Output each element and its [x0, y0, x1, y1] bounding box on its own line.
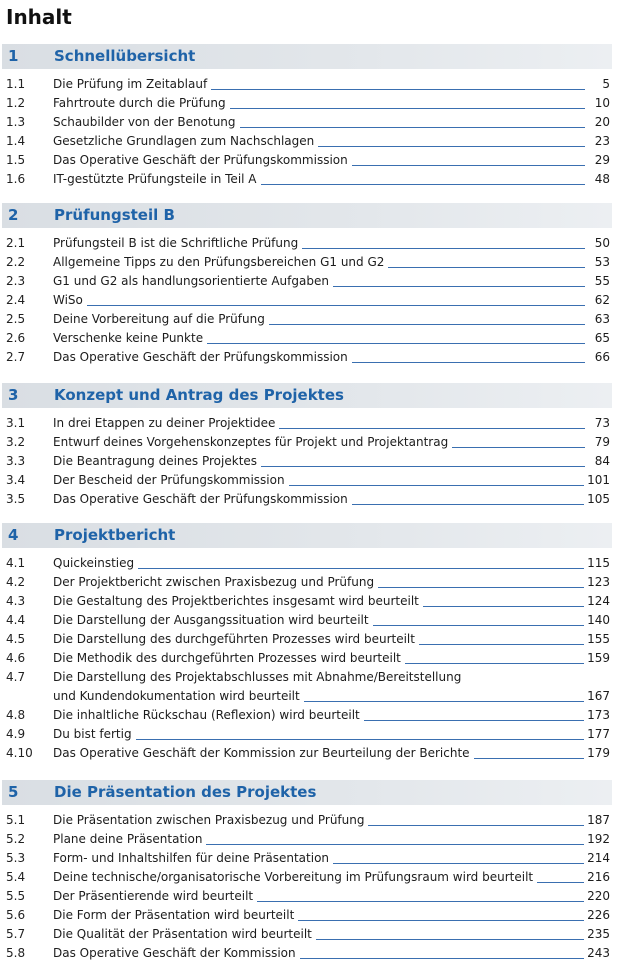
chapter-number: 1: [8, 47, 19, 65]
entry-body: [53, 170, 612, 189]
entry-page-number: 48: [594, 172, 610, 186]
toc-entry[interactable]: [0, 868, 612, 887]
entry-number: 4.9: [6, 727, 26, 741]
entry-page-number: 235: [587, 927, 610, 941]
entry-body: [53, 887, 612, 906]
toc-entry[interactable]: [0, 744, 612, 763]
leader-line: [537, 882, 584, 883]
chapter-number: 2: [8, 206, 19, 224]
entry-page-number: 29: [594, 153, 610, 167]
entry-body: [53, 830, 612, 849]
toc-entry[interactable]: [0, 414, 612, 433]
entry-body: [53, 414, 612, 433]
toc-entry[interactable]: [0, 329, 612, 348]
entry-number: 4.7: [6, 670, 26, 684]
toc-entry[interactable]: [0, 94, 612, 113]
toc-entry[interactable]: [0, 811, 612, 830]
leader-line: [279, 428, 585, 429]
entry-page-number: 66: [594, 350, 610, 364]
entry-number: 3.5: [6, 492, 26, 506]
entry-page-number: 5: [602, 77, 610, 91]
leader-line: [378, 587, 584, 588]
toc-entry[interactable]: [0, 253, 612, 272]
entry-title: Die Methodik des durchgeführten Prozesses wird beurteilt: [53, 651, 401, 665]
chapter-1: [0, 44, 612, 189]
entry-body: [53, 668, 612, 706]
entry-body: [53, 94, 612, 113]
entry-number: 1.2: [6, 96, 26, 110]
entry-page-number: 243: [587, 946, 610, 960]
entry-page-number: 20: [594, 115, 610, 129]
entry-page-number: 115: [587, 556, 610, 570]
entry-title: Die Prüfung im Zeitablauf: [53, 77, 208, 91]
toc-entry[interactable]: [0, 706, 612, 725]
entry-body: [53, 592, 612, 611]
entry-number: 5.4: [6, 870, 26, 884]
chapter-header: [2, 383, 612, 408]
entry-title: Prüfungsteil B ist die Schriftliche Prüfung: [53, 236, 299, 250]
toc-entry[interactable]: [0, 573, 612, 592]
entry-page-number: 10: [594, 96, 610, 110]
leader-line: [138, 568, 584, 569]
leader-line: [352, 504, 584, 505]
leader-line: [207, 343, 585, 344]
leader-line: [289, 485, 585, 486]
entry-body: [53, 452, 612, 471]
chapter-title: Prüfungsteil B: [54, 206, 175, 224]
toc-entry[interactable]: [0, 348, 612, 367]
entry-title: IT-gestützte Prüfungsteile in Teil A: [53, 172, 257, 186]
entry-title: Die Qualität der Präsentation wird beurteilt: [53, 927, 312, 941]
chapter-number: 4: [8, 526, 19, 544]
leader-line: [368, 825, 584, 826]
chapter-header: [2, 44, 612, 69]
entry-body: [53, 433, 612, 452]
leader-line: [261, 466, 585, 467]
entry-body: [53, 113, 612, 132]
entry-number: 2.7: [6, 350, 26, 364]
leader-line: [423, 606, 584, 607]
entry-body: [53, 151, 612, 170]
entry-page-number: 101: [587, 473, 610, 487]
entry-title: Deine Vorbereitung auf die Prüfung: [53, 312, 265, 326]
entry-title: Das Operative Geschäft der Kommission zur Beurteilung der Berichte: [53, 746, 470, 760]
entry-body: [53, 630, 612, 649]
leader-line: [298, 920, 584, 921]
toc-entry[interactable]: [0, 611, 612, 630]
entry-title: Das Operative Geschäft der Prüfungskommission: [53, 153, 348, 167]
entry-body: [53, 906, 612, 925]
toc-entry[interactable]: [0, 925, 612, 944]
entry-body: [53, 744, 612, 763]
entry-page-number: 159: [587, 651, 610, 665]
entry-title: Verschenke keine Punkte: [53, 331, 204, 345]
entry-number: 2.3: [6, 274, 26, 288]
entry-body: [53, 611, 612, 630]
entry-title-continued: und Kundendokumentation wird beurteilt: [53, 689, 300, 703]
entry-number: 2.5: [6, 312, 26, 326]
chapter-title: Die Präsentation des Projektes: [54, 783, 317, 801]
entry-title: Quickeinstieg: [53, 556, 135, 570]
entry-title: Das Operative Geschäft der Kommission: [53, 946, 296, 960]
page-title: Inhalt: [6, 5, 72, 29]
entry-body: [53, 706, 612, 725]
entry-title: Der Präsentierende wird beurteilt: [53, 889, 254, 903]
entry-page-number: 179: [587, 746, 610, 760]
entry-body: [53, 849, 612, 868]
entry-page-number: 53: [594, 255, 610, 269]
toc-entry[interactable]: [0, 668, 612, 706]
entry-title: Die Darstellung des Projektabschlusses mit Abnahme/Bereitstellung: [53, 670, 462, 684]
chapter-4: [0, 523, 612, 763]
toc-entry[interactable]: [0, 554, 612, 573]
leader-line: [240, 127, 585, 128]
toc-entry[interactable]: [0, 433, 612, 452]
entry-body: [53, 490, 612, 509]
entry-title: Der Projektbericht zwischen Praxisbezug und Prüfung: [53, 575, 375, 589]
entry-number: 1.1: [6, 77, 26, 91]
entry-page-number: 65: [594, 331, 610, 345]
chapter-entries: [0, 811, 612, 963]
entry-number: 2.6: [6, 331, 26, 345]
chapter-header: [2, 780, 612, 805]
entry-title: Die Präsentation zwischen Praxisbezug und Prüfung: [53, 813, 365, 827]
entry-number: 3.3: [6, 454, 26, 468]
entry-page-number: 220: [587, 889, 610, 903]
toc-entry[interactable]: [0, 452, 612, 471]
entry-number: 4.3: [6, 594, 26, 608]
leader-line: [474, 758, 585, 759]
entry-page-number: 84: [594, 454, 610, 468]
entry-body: [53, 471, 612, 490]
entry-body: [53, 291, 612, 310]
chapter-5: [0, 780, 612, 963]
entry-second-line: [53, 687, 612, 706]
entry-title: Form- und Inhaltshilfen für deine Präsentation: [53, 851, 330, 865]
entry-number: 2.4: [6, 293, 26, 307]
leader-line: [300, 958, 584, 959]
toc-entry[interactable]: [0, 944, 612, 963]
entry-number: 1.5: [6, 153, 26, 167]
entry-title: Der Bescheid der Prüfungskommission: [53, 473, 285, 487]
entry-title: Die Darstellung des durchgeführten Prozesses wird beurteilt: [53, 632, 415, 646]
chapter-number: 5: [8, 783, 19, 801]
entry-page-number: 73: [594, 416, 610, 430]
entry-number: 4.8: [6, 708, 26, 722]
entry-page-number: 140: [587, 613, 610, 627]
toc-entry[interactable]: [0, 725, 612, 744]
leader-line: [388, 267, 585, 268]
toc-entry[interactable]: [0, 132, 612, 151]
toc-entry[interactable]: [0, 170, 612, 189]
leader-line: [261, 184, 585, 185]
entry-title: Schaubilder von der Benotung: [53, 115, 236, 129]
toc-entry[interactable]: [0, 113, 612, 132]
entry-page-number: 124: [587, 594, 610, 608]
entry-page-number: 214: [587, 851, 610, 865]
chapter-3: [0, 383, 612, 509]
entry-number: 5.1: [6, 813, 26, 827]
entry-number: 4.4: [6, 613, 26, 627]
entry-page-number: 173: [587, 708, 610, 722]
entry-number: 1.4: [6, 134, 26, 148]
leader-line: [333, 863, 584, 864]
leader-line: [257, 901, 584, 902]
toc-entry[interactable]: [0, 310, 612, 329]
leader-line: [352, 165, 585, 166]
chapter-number: 3: [8, 386, 19, 404]
entry-number: 5.2: [6, 832, 26, 846]
entry-body: [53, 75, 612, 94]
entry-body: [53, 329, 612, 348]
entry-page-number: 155: [587, 632, 610, 646]
entry-number: 4.6: [6, 651, 26, 665]
toc-entry[interactable]: [0, 75, 612, 94]
entry-page-number: 177: [587, 727, 610, 741]
entry-number: 3.2: [6, 435, 26, 449]
toc-entry[interactable]: [0, 630, 612, 649]
entry-body: [53, 573, 612, 592]
entry-body: [53, 348, 612, 367]
leader-line: [316, 939, 584, 940]
toc-entry[interactable]: [0, 887, 612, 906]
entry-title: Die Form der Präsentation wird beurteilt: [53, 908, 295, 922]
entry-body: [53, 234, 612, 253]
toc-entry[interactable]: [0, 272, 612, 291]
leader-line: [269, 324, 585, 325]
leader-line: [452, 447, 585, 448]
entry-number: 4.1: [6, 556, 26, 570]
chapter-title: Projektbericht: [54, 526, 176, 544]
entry-number: 4.5: [6, 632, 26, 646]
entry-title: G1 und G2 als handlungsorientierte Aufgaben: [53, 274, 329, 288]
entry-number: 3.1: [6, 416, 26, 430]
entry-title: Entwurf deines Vorgehenskonzeptes für Projekt und Projektantrag: [53, 435, 449, 449]
entry-title: In drei Etappen zu deiner Projektidee: [53, 416, 276, 430]
entry-number: 5.8: [6, 946, 26, 960]
entry-title: Allgemeine Tipps zu den Prüfungsbereichen G1 und G2: [53, 255, 385, 269]
entry-body: [53, 725, 612, 744]
entry-page-number: 192: [587, 832, 610, 846]
leader-line: [206, 844, 584, 845]
toc-entry[interactable]: [0, 151, 612, 170]
entry-page-number: 63: [594, 312, 610, 326]
entry-body: [53, 649, 612, 668]
leader-line: [87, 305, 585, 306]
entry-number: 5.3: [6, 851, 26, 865]
entry-title: Das Operative Geschäft der Prüfungskommission: [53, 350, 348, 364]
chapter-2: [0, 203, 612, 367]
toc-entry[interactable]: [0, 649, 612, 668]
entry-title: Gesetzliche Grundlagen zum Nachschlagen: [53, 134, 315, 148]
entry-page-number: 226: [587, 908, 610, 922]
entry-number: 1.6: [6, 172, 26, 186]
chapter-header: [2, 523, 612, 548]
entry-title: Die Gestaltung des Projektberichtes insgesamt wird beurteilt: [53, 594, 419, 608]
entry-title: Fahrtroute durch die Prüfung: [53, 96, 226, 110]
leader-line: [230, 108, 585, 109]
entry-page-number: 62: [594, 293, 610, 307]
entry-title: Die Beantragung deines Projektes: [53, 454, 258, 468]
entry-page-number: 105: [587, 492, 610, 506]
chapter-title: Konzept und Antrag des Projektes: [54, 386, 344, 404]
entry-page-number: 123: [587, 575, 610, 589]
entry-number: 2.1: [6, 236, 26, 250]
toc-entry[interactable]: [0, 830, 612, 849]
entry-number: 5.6: [6, 908, 26, 922]
entry-title: Die inhaltliche Rückschau (Reflexion) wird beurteilt: [53, 708, 360, 722]
chapter-entries: [0, 234, 612, 367]
entry-number: 1.3: [6, 115, 26, 129]
toc-entry[interactable]: [0, 234, 612, 253]
chapter-entries: [0, 554, 612, 763]
entry-body: [53, 811, 612, 830]
entry-body: [53, 944, 612, 963]
entry-body: [53, 253, 612, 272]
entry-page-number: 50: [594, 236, 610, 250]
leader-line: [136, 739, 585, 740]
toc-entry[interactable]: [0, 291, 612, 310]
entry-page-number: 79: [594, 435, 610, 449]
leader-line: [304, 701, 584, 702]
entry-number: 5.7: [6, 927, 26, 941]
leader-line: [318, 146, 585, 147]
entry-title: Die Darstellung der Ausgangssituation wird beurteilt: [53, 613, 369, 627]
entry-body: [53, 554, 612, 573]
entry-body: [53, 925, 612, 944]
leader-line: [333, 286, 585, 287]
leader-line: [302, 248, 585, 249]
entry-body: [53, 310, 612, 329]
entry-body: [53, 868, 612, 887]
toc-entry[interactable]: [0, 592, 612, 611]
leader-line: [373, 625, 585, 626]
entry-number: 4.10: [6, 746, 33, 760]
toc-entry[interactable]: [0, 490, 612, 509]
entry-title: Du bist fertig: [53, 727, 132, 741]
entry-page-number: 167: [587, 689, 610, 703]
entry-body: [53, 272, 612, 291]
entry-title: Deine technische/organisatorische Vorbereitung im Prüfungsraum wird beurteilt: [53, 870, 534, 884]
chapter-entries: [0, 75, 612, 189]
leader-line: [405, 663, 584, 664]
entry-page-number: 55: [594, 274, 610, 288]
entry-title: Plane deine Präsentation: [53, 832, 203, 846]
entry-number: 2.2: [6, 255, 26, 269]
toc-entry[interactable]: [0, 849, 612, 868]
leader-line: [211, 89, 585, 90]
leader-line: [419, 644, 584, 645]
chapter-entries: [0, 414, 612, 509]
entry-title: Das Operative Geschäft der Prüfungskommission: [53, 492, 348, 506]
toc-entry[interactable]: [0, 906, 612, 925]
entry-page-number: 187: [587, 813, 610, 827]
chapter-title: Schnellübersicht: [54, 47, 196, 65]
leader-line: [352, 362, 585, 363]
toc-entry[interactable]: [0, 471, 612, 490]
entry-number: 4.2: [6, 575, 26, 589]
entry-body: [53, 132, 612, 151]
entry-title: WiSo: [53, 293, 83, 307]
leader-line: [364, 720, 584, 721]
entry-number: 3.4: [6, 473, 26, 487]
chapter-header: [2, 203, 612, 228]
entry-number: 5.5: [6, 889, 26, 903]
entry-page-number: 216: [587, 870, 610, 884]
entry-page-number: 23: [594, 134, 610, 148]
